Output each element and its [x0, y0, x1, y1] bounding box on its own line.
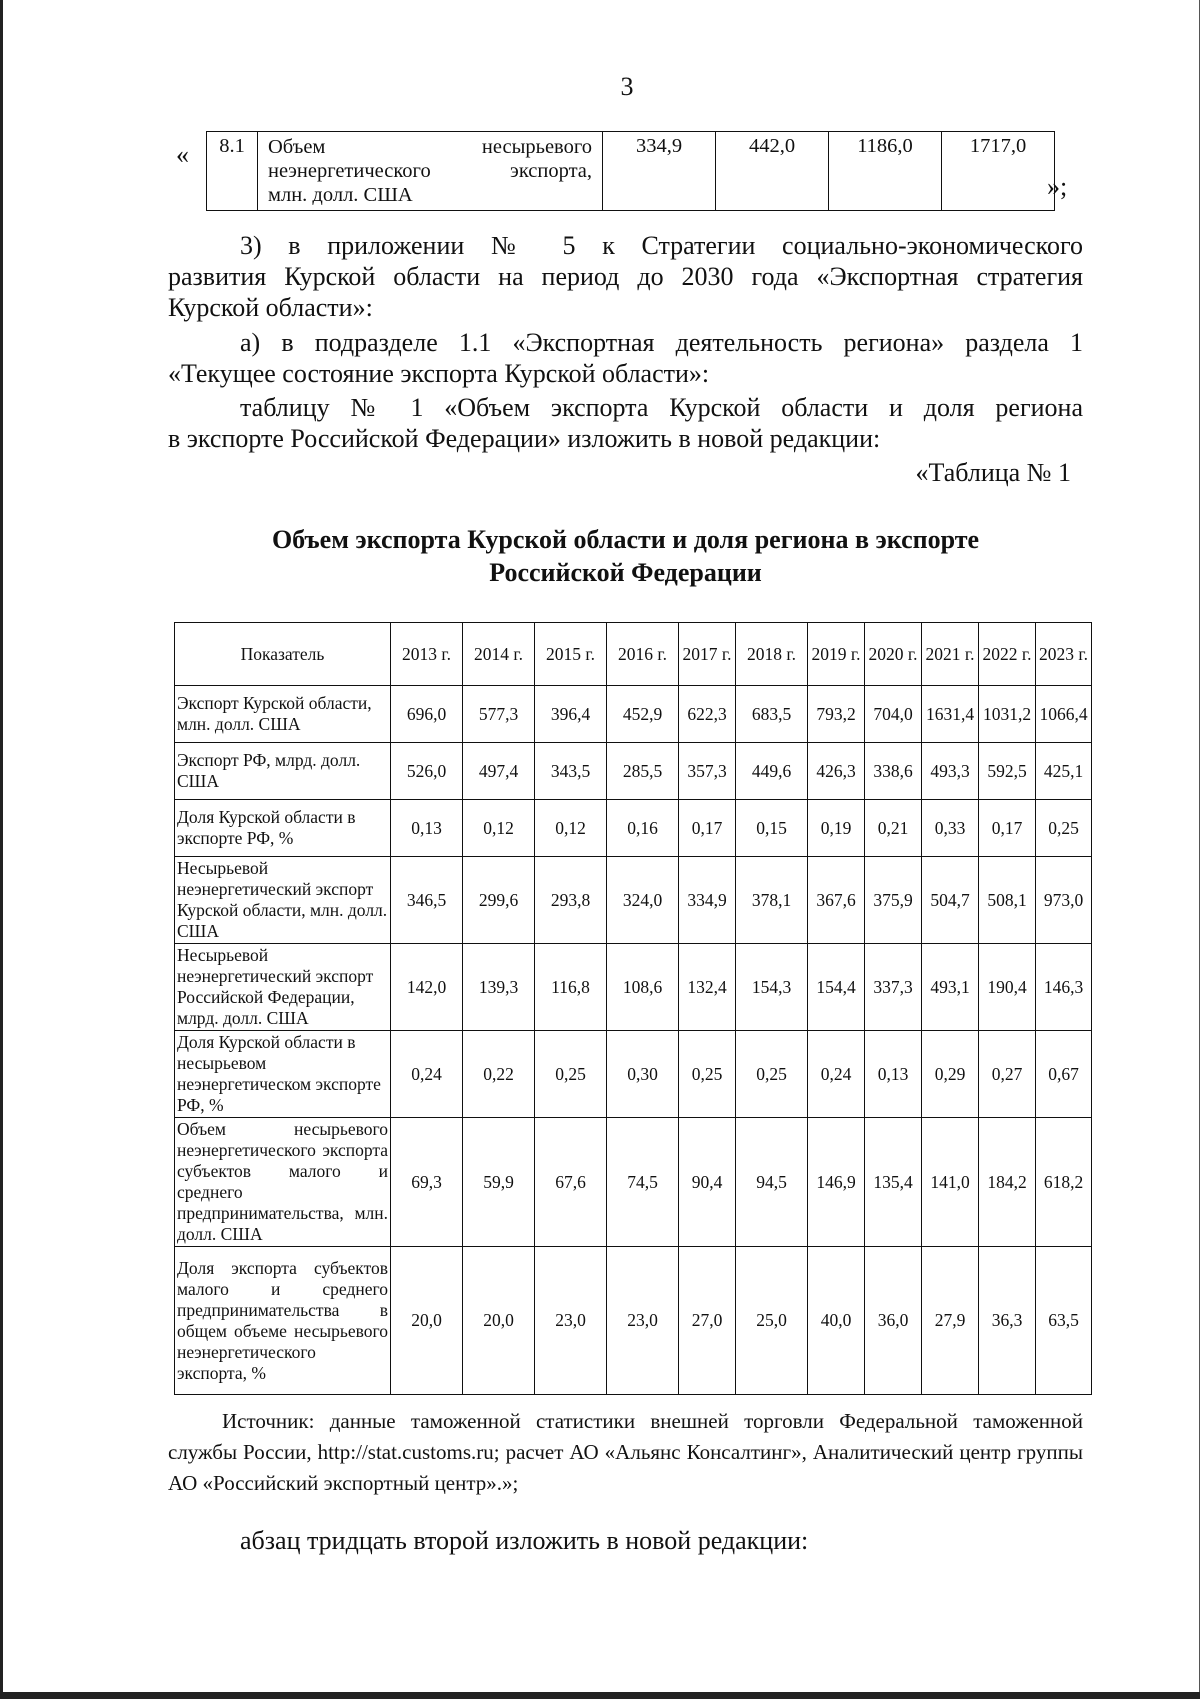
paragraph-line: таблицу № 1 «Объем экспорта Курской области и доля региона	[240, 393, 1083, 422]
paragraph-item-3	[168, 230, 1083, 323]
cell-value: 59,9	[463, 1118, 535, 1247]
cell-value: 135,4	[865, 1118, 922, 1247]
cell-value: 493,1	[922, 944, 979, 1031]
row-label: Доля Курской области в экспорте РФ, %	[175, 800, 391, 857]
header-cell-year: 2021 г.	[922, 623, 979, 686]
paragraph-table-intro	[168, 392, 1083, 454]
source-text: Источник: данные таможенной статистики внешней торговли Федеральной таможенной службы России, http://stat.customs.ru; расчет АО «Альянс Консалтинг», Аналитический центр группы АО «Российский экспортный центр».»;	[168, 1409, 1083, 1495]
paragraph-line: развития Курской области на период до 2030 года «Экспортная стратегия	[168, 262, 1083, 291]
amendment-row-table	[206, 131, 1055, 211]
row-label: Доля экспорта субъектов малого и среднего предпринимательства в общем объеме несырьевого неэнергетического экспорта, %	[175, 1247, 391, 1395]
cell-value: 0,19	[808, 800, 865, 857]
name-part: неэнергетического	[268, 160, 431, 182]
cell-value: 20,0	[391, 1247, 463, 1395]
cell-value: 357,3	[679, 743, 736, 800]
top-table-open-quote: «	[176, 140, 189, 169]
cell-value: 146,3	[1036, 944, 1092, 1031]
name-part: экспорта,	[510, 160, 592, 182]
row-value: 1186,0	[829, 132, 942, 211]
cell-value: 0,17	[979, 800, 1036, 857]
cell-value: 40,0	[808, 1247, 865, 1395]
cell-value: 27,0	[679, 1247, 736, 1395]
header-cell-year: 2020 г.	[865, 623, 922, 686]
header-cell-year: 2015 г.	[535, 623, 607, 686]
cell-value: 0,12	[535, 800, 607, 857]
cell-value: 63,5	[1036, 1247, 1092, 1395]
export-table	[174, 622, 1092, 1395]
cell-value: 0,25	[535, 1031, 607, 1118]
row-value: 334,9	[603, 132, 716, 211]
paragraph-line: а) в подразделе 1.1 «Экспортная деятельность региона» раздела 1	[240, 328, 1083, 357]
table-title-line: Объем экспорта Курской области и доля региона в экспорте	[271, 525, 980, 554]
cell-value: 0,30	[607, 1031, 679, 1118]
cell-value: 324,0	[607, 857, 679, 944]
cell-value: 0,12	[463, 800, 535, 857]
cell-value: 704,0	[865, 686, 922, 743]
cell-value: 1631,4	[922, 686, 979, 743]
row-label: Доля Курской области в несырьевом неэнергетическом экспорте РФ, %	[175, 1031, 391, 1118]
cell-value: 396,4	[535, 686, 607, 743]
cell-value: 683,5	[736, 686, 808, 743]
row-indicator-name	[258, 132, 603, 211]
cell-value: 426,3	[808, 743, 865, 800]
cell-value: 526,0	[391, 743, 463, 800]
cell-value: 497,4	[463, 743, 535, 800]
cell-value: 20,0	[463, 1247, 535, 1395]
cell-value: 0,15	[736, 800, 808, 857]
row-label: Несырьевой неэнергетический экспорт Российской Федерации, млрд. долл. США	[175, 944, 391, 1031]
cell-value: 139,3	[463, 944, 535, 1031]
cell-value: 696,0	[391, 686, 463, 743]
cell-value: 154,4	[808, 944, 865, 1031]
table-title-line: Российской Федерации	[489, 558, 762, 587]
row-number: 8.1	[207, 132, 258, 211]
cell-value: 378,1	[736, 857, 808, 944]
header-cell-year: 2018 г.	[736, 623, 808, 686]
cell-value: 0,67	[1036, 1031, 1092, 1118]
cell-value: 337,3	[865, 944, 922, 1031]
cell-value: 0,22	[463, 1031, 535, 1118]
cell-value: 0,24	[391, 1031, 463, 1118]
cell-value: 452,9	[607, 686, 679, 743]
cell-value: 0,25	[1036, 800, 1092, 857]
cell-value: 154,3	[736, 944, 808, 1031]
header-cell-year: 2016 г.	[607, 623, 679, 686]
table-row	[175, 857, 1092, 944]
cell-value: 67,6	[535, 1118, 607, 1247]
cell-value: 299,6	[463, 857, 535, 944]
cell-value: 618,2	[1036, 1118, 1092, 1247]
paragraph-item-a	[168, 327, 1083, 389]
table-row	[175, 1118, 1092, 1247]
cell-value: 69,3	[391, 1118, 463, 1247]
table-row	[175, 800, 1092, 857]
cell-value: 146,9	[808, 1118, 865, 1247]
header-cell-indicator: Показатель	[175, 623, 391, 686]
name-part: млн. долл. США	[268, 184, 413, 206]
header-cell-year: 2023 г.	[1036, 623, 1092, 686]
paragraph-line: 3) в приложении № 5 к Стратегии социально-экономического	[240, 231, 1083, 260]
cell-value: 0,17	[679, 800, 736, 857]
cell-value: 346,5	[391, 857, 463, 944]
source-note	[168, 1406, 1083, 1499]
header-cell-year: 2013 г.	[391, 623, 463, 686]
cell-value: 0,27	[979, 1031, 1036, 1118]
table-number-label: «Таблица № 1	[915, 458, 1071, 487]
row-label: Экспорт РФ, млрд. долл. США	[175, 743, 391, 800]
cell-value: 0,24	[808, 1031, 865, 1118]
cell-value: 0,33	[922, 800, 979, 857]
cell-value: 973,0	[1036, 857, 1092, 944]
cell-value: 367,6	[808, 857, 865, 944]
cell-value: 1066,4	[1036, 686, 1092, 743]
header-cell-year: 2017 г.	[679, 623, 736, 686]
cell-value: 338,6	[865, 743, 922, 800]
cell-value: 27,9	[922, 1247, 979, 1395]
cell-value: 425,1	[1036, 743, 1092, 800]
cell-value: 36,0	[865, 1247, 922, 1395]
cell-value: 108,6	[607, 944, 679, 1031]
cell-value: 592,5	[979, 743, 1036, 800]
top-table-close-quote: »;	[1047, 172, 1068, 201]
cell-value: 622,3	[679, 686, 736, 743]
row-label: Объем несырьевого неэнергетического экспорта субъектов малого и среднего предпринимательства, млн. долл. США	[175, 1118, 391, 1247]
cell-value: 0,16	[607, 800, 679, 857]
table-title	[168, 523, 1083, 589]
scan-edge-bottom	[0, 1692, 1200, 1699]
table-row	[175, 1031, 1092, 1118]
cell-value: 94,5	[736, 1118, 808, 1247]
cell-value: 25,0	[736, 1247, 808, 1395]
cell-value: 493,3	[922, 743, 979, 800]
table-row	[175, 1247, 1092, 1395]
final-paragraph: абзац тридцать второй изложить в новой редакции:	[240, 1526, 809, 1555]
cell-value: 23,0	[607, 1247, 679, 1395]
page-number: 3	[620, 72, 634, 101]
row-value: 442,0	[716, 132, 829, 211]
cell-value: 116,8	[535, 944, 607, 1031]
header-cell-year: 2014 г.	[463, 623, 535, 686]
cell-value: 0,13	[865, 1031, 922, 1118]
cell-value: 74,5	[607, 1118, 679, 1247]
cell-value: 285,5	[607, 743, 679, 800]
cell-value: 375,9	[865, 857, 922, 944]
paragraph-line: в экспорте Российской Федерации» изложить в новой редакции:	[168, 424, 881, 453]
table-row	[175, 743, 1092, 800]
cell-value: 334,9	[679, 857, 736, 944]
table-row	[175, 686, 1092, 743]
row-label: Экспорт Курской области, млн. долл. США	[175, 686, 391, 743]
cell-value: 0,25	[736, 1031, 808, 1118]
cell-value: 142,0	[391, 944, 463, 1031]
cell-value: 23,0	[535, 1247, 607, 1395]
cell-value: 449,6	[736, 743, 808, 800]
table-row	[207, 132, 1055, 211]
name-part: Объем	[268, 136, 326, 158]
cell-value: 190,4	[979, 944, 1036, 1031]
cell-value: 577,3	[463, 686, 535, 743]
cell-value: 184,2	[979, 1118, 1036, 1247]
cell-value: 132,4	[679, 944, 736, 1031]
cell-value: 0,21	[865, 800, 922, 857]
cell-value: 90,4	[679, 1118, 736, 1247]
cell-value: 0,13	[391, 800, 463, 857]
cell-value: 0,29	[922, 1031, 979, 1118]
header-cell-year: 2022 г.	[979, 623, 1036, 686]
cell-value: 36,3	[979, 1247, 1036, 1395]
paragraph-line: «Текущее состояние экспорта Курской области»:	[168, 359, 710, 388]
scan-edge-left	[0, 0, 3, 1699]
cell-value: 1031,2	[979, 686, 1036, 743]
cell-value: 293,8	[535, 857, 607, 944]
paragraph-line: Курской области»:	[168, 293, 373, 322]
table-header-row	[175, 623, 1092, 686]
cell-value: 508,1	[979, 857, 1036, 944]
header-cell-year: 2019 г.	[808, 623, 865, 686]
row-label: Несырьевой неэнергетический экспорт Курской области, млн. долл. США	[175, 857, 391, 944]
cell-value: 793,2	[808, 686, 865, 743]
row-value: 1717,0	[942, 132, 1055, 211]
cell-value: 0,25	[679, 1031, 736, 1118]
cell-value: 141,0	[922, 1118, 979, 1247]
table-row	[175, 944, 1092, 1031]
cell-value: 343,5	[535, 743, 607, 800]
cell-value: 504,7	[922, 857, 979, 944]
name-part: несырьевого	[481, 136, 592, 158]
